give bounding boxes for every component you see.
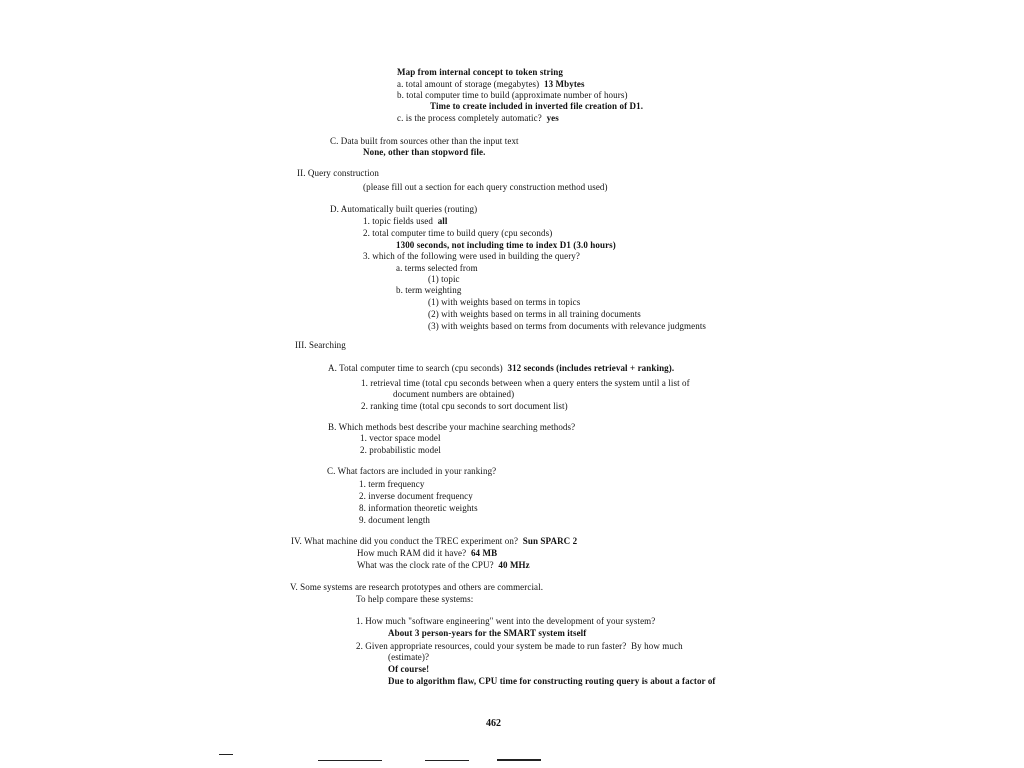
text-line: How much RAM did it have? 64 MB [357, 548, 498, 558]
text-line: 2. inverse document frequency [359, 491, 473, 501]
section-heading: II. Query construction [297, 168, 379, 178]
scan-artifact-line [425, 760, 469, 761]
text-line: (estimate)? [388, 652, 430, 662]
text-line: c. is the process completely automatic? yes [397, 113, 559, 123]
text-line: (please fill out a section for each query construction method used) [363, 182, 608, 192]
text-line: 8. information theoretic weights [359, 503, 478, 513]
text-line: 2. ranking time (total cpu seconds to sort document list) [361, 401, 568, 411]
text-line: What was the clock rate of the CPU? 40 MHz [357, 560, 530, 570]
text-line: C. Data built from sources other than the input text [330, 136, 519, 146]
text-line: 2. total computer time to build query (cpu seconds) [363, 228, 553, 238]
text-line: 1. How much "software engineering" went into the development of your system? [356, 616, 656, 626]
text-line: D. Automatically built queries (routing) [330, 204, 478, 214]
text-line: About 3 person-years for the SMART system itself [388, 628, 587, 638]
text-line: 1. vector space model [360, 433, 441, 443]
scan-artifact-line [497, 759, 541, 761]
text-line: b. total computer time to build (approximate number of hours) [397, 90, 628, 100]
text-line: 2. Given appropriate resources, could your system be made to run faster? By how much [356, 641, 683, 651]
text-line: a. terms selected from [396, 263, 478, 273]
text-line: B. Which methods best describe your machine searching methods? [328, 422, 576, 432]
text-line: (2) with weights based on terms in all training documents [428, 309, 641, 319]
text-line: A. Total computer time to search (cpu seconds) 312 seconds (includes retrieval + ranking). [328, 363, 675, 373]
page-number: 462 [486, 718, 501, 729]
text-line: a. total amount of storage (megabytes) 13 Mbytes [397, 79, 585, 89]
text-line: 1300 seconds, not including time to index D1 (3.0 hours) [396, 240, 616, 250]
text-line: (3) with weights based on terms from documents with relevance judgments [428, 321, 707, 331]
text-line: To help compare these systems: [356, 594, 474, 604]
text-line: b. term weighting [396, 285, 462, 295]
text-line: C. What factors are included in your ranking? [327, 466, 497, 476]
text-line: document numbers are obtained) [393, 389, 515, 399]
text-line: Due to algorithm flaw, CPU time for constructing routing query is about a factor of [388, 676, 716, 686]
text-line: 2. probabilistic model [360, 445, 441, 455]
text-line: 1. term frequency [359, 479, 425, 489]
text-line: 9. document length [359, 515, 431, 525]
scan-artifact-line [219, 754, 233, 755]
section-heading: III. Searching [295, 340, 346, 350]
text-line: Map from internal concept to token string [397, 67, 563, 77]
scan-artifact-line [318, 760, 382, 761]
section-heading: IV. What machine did you conduct the TREC experiment on? Sun SPARC 2 [291, 536, 578, 546]
text-line: (1) with weights based on terms in topics [428, 297, 581, 307]
text-line: 1. topic fields used all [363, 216, 448, 226]
text-line: 3. which of the following were used in building the query? [363, 251, 581, 261]
text-line: 1. retrieval time (total cpu seconds between when a query enters the system until a list of [361, 378, 690, 388]
text-line: Of course! [388, 664, 430, 674]
text-line: Time to create included in inverted file creation of D1. [430, 101, 644, 111]
text-line: (1) topic [428, 274, 460, 284]
text-line: None, other than stopword file. [363, 147, 486, 157]
section-heading: V. Some systems are research prototypes and others are commercial. [290, 582, 544, 592]
